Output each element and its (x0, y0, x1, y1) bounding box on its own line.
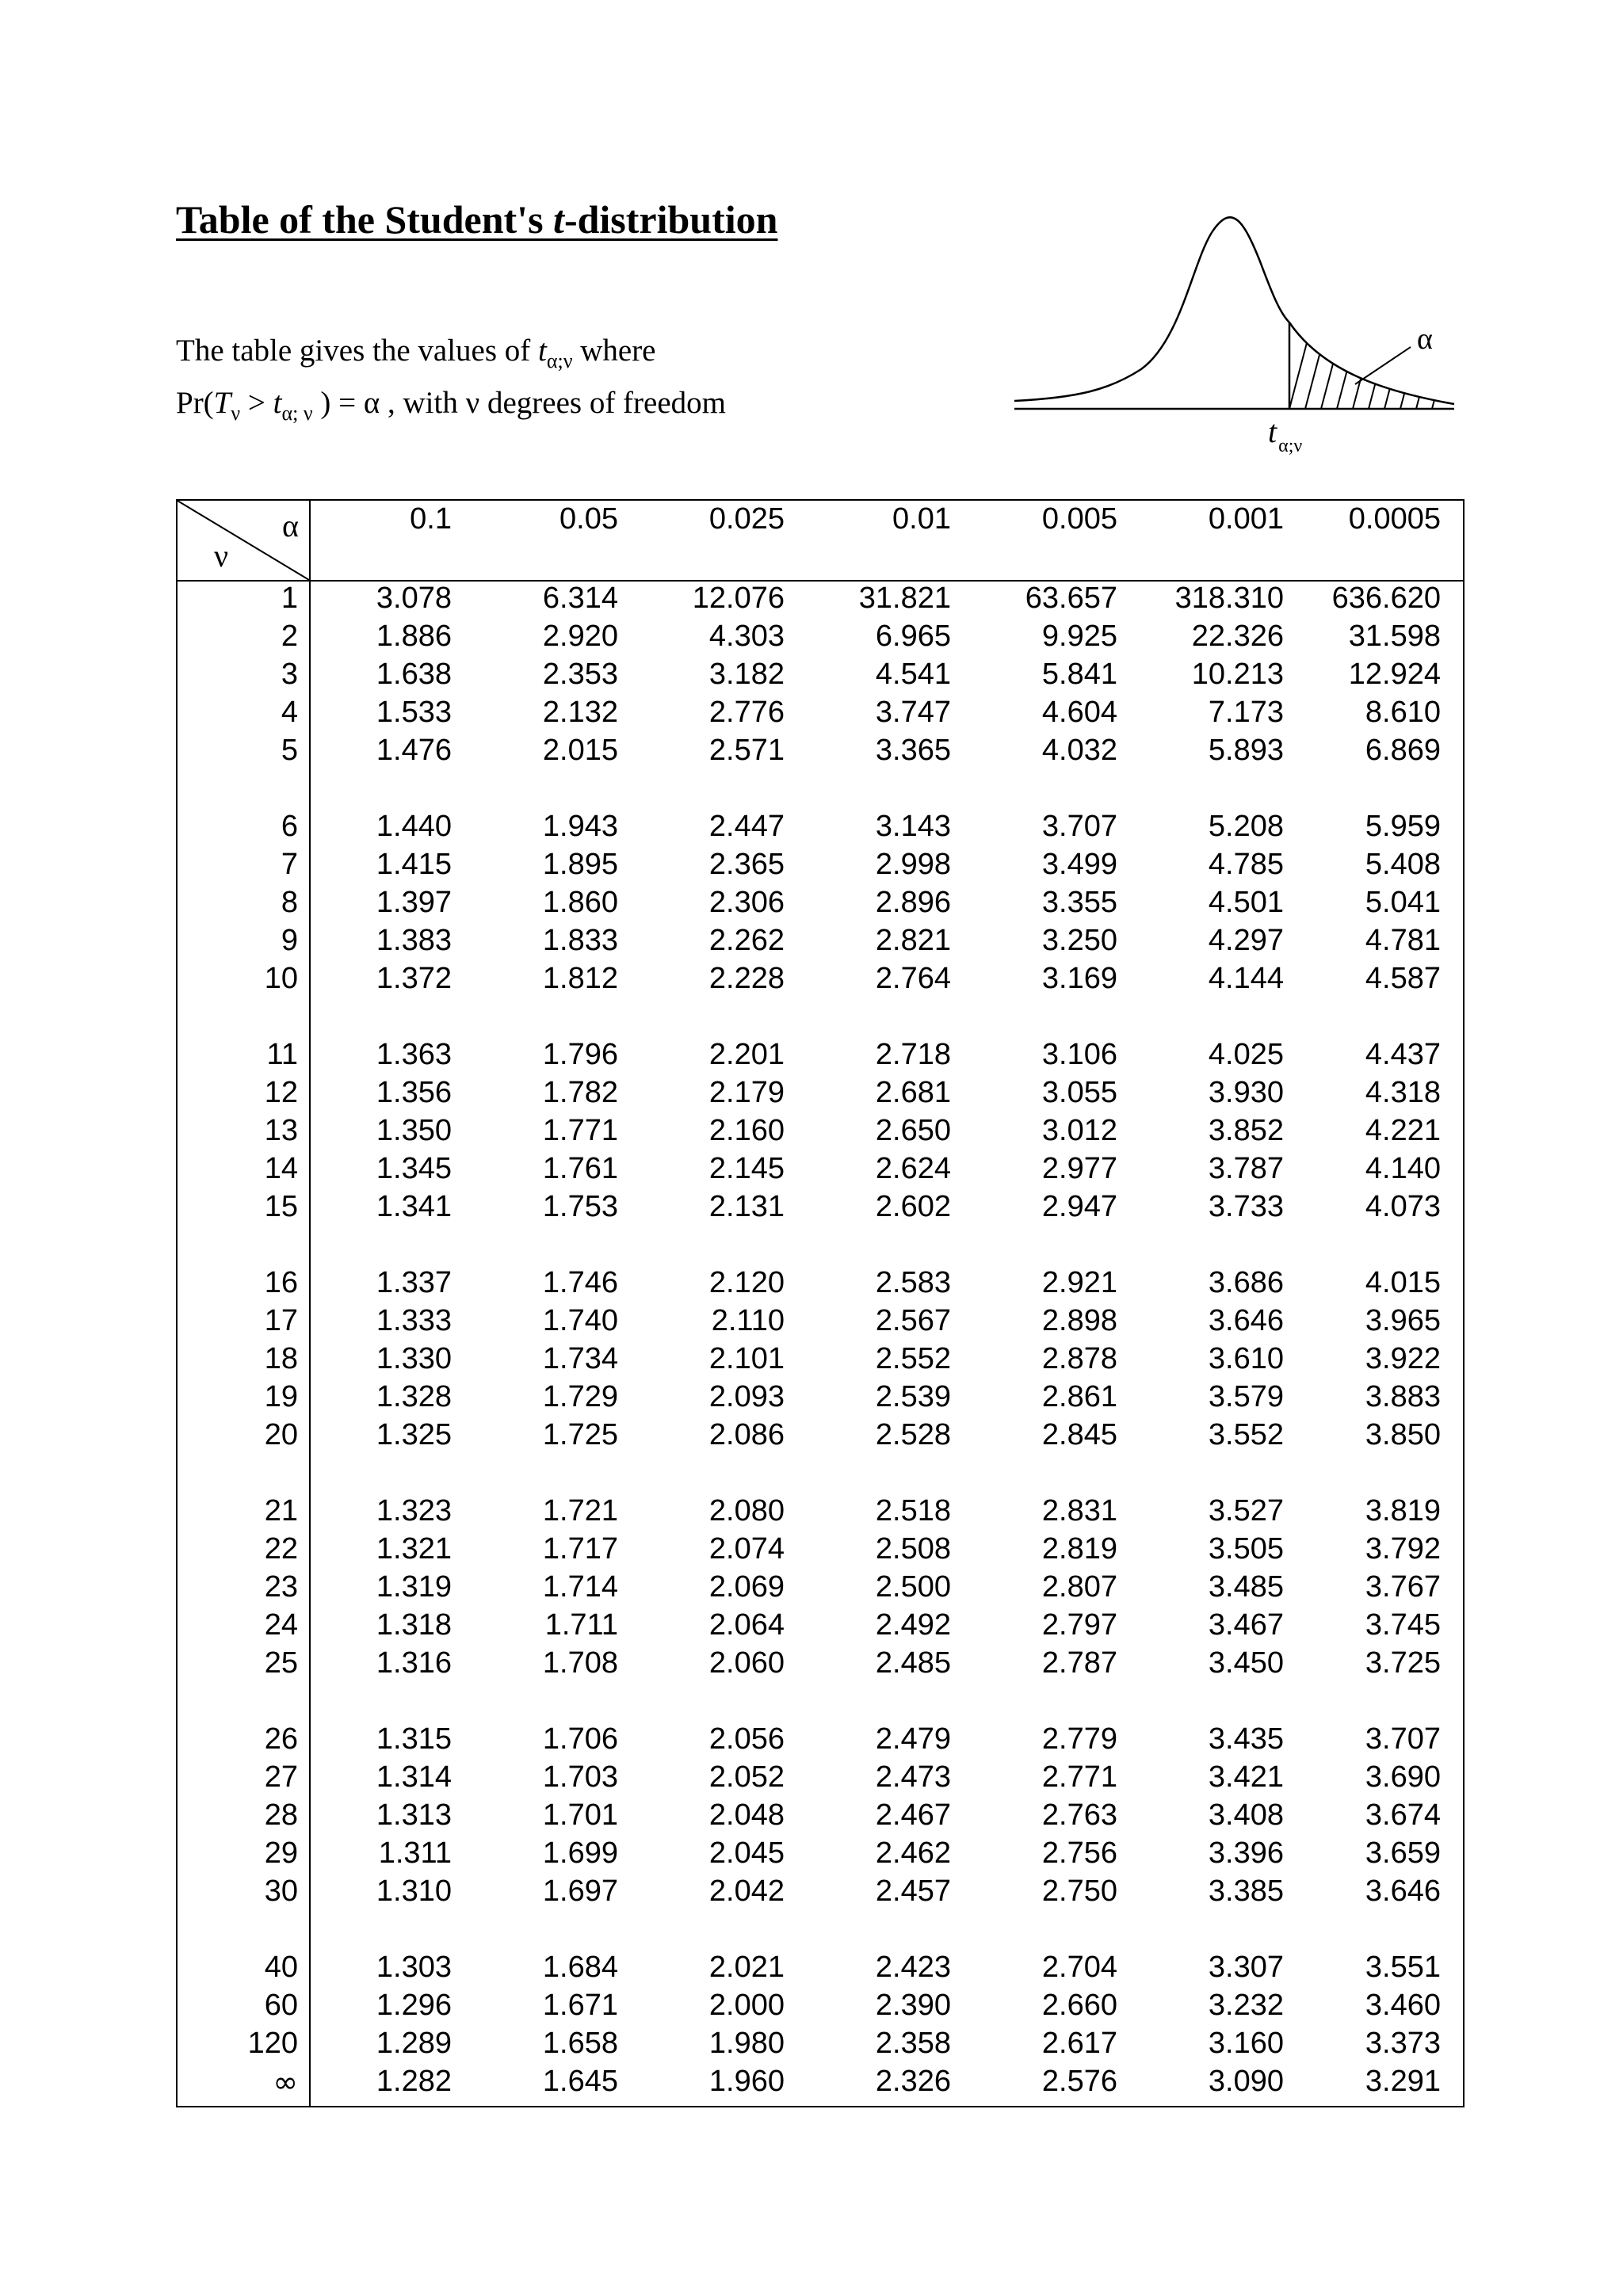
table-cell: 2.845 (1041, 1418, 1117, 1451)
table-cell: 2.080 (708, 1494, 785, 1527)
table-cell: 2.052 (708, 1760, 785, 1794)
table-cell: 2.576 (1041, 2065, 1117, 2098)
table-cell: 1.356 (376, 1076, 452, 1109)
table-cell: 3.485 (1208, 1570, 1284, 1604)
table-cell: 2.074 (708, 1532, 785, 1566)
table-cell: 1.703 (542, 1760, 618, 1794)
alpha-pointer (1355, 347, 1411, 384)
table-cell: 2.898 (1041, 1304, 1117, 1337)
table-cell: 1.886 (376, 620, 452, 653)
table-cell: 2.132 (542, 696, 618, 729)
table-cell: 9.925 (1041, 620, 1117, 653)
table-cell: 3.396 (1208, 1836, 1284, 1870)
table-cell: 3.646 (1208, 1304, 1284, 1337)
table-cell: 1.325 (376, 1418, 452, 1451)
table-cell: 3.090 (1208, 2065, 1284, 2098)
table-cell: 3.686 (1208, 1266, 1284, 1299)
table-cell: 10.213 (1191, 658, 1284, 691)
row-header-nu: 3 (281, 658, 298, 691)
table-cell: 2.681 (875, 1076, 951, 1109)
table-cell: 1.440 (376, 810, 452, 843)
table-cell: 3.965 (1365, 1304, 1441, 1337)
table-cell: 2.306 (708, 886, 785, 919)
row-header-nu: 15 (264, 1190, 298, 1223)
table-cell: 2.921 (1041, 1266, 1117, 1299)
table-cell: 1.699 (542, 1836, 618, 1870)
table-cell: 2.807 (1041, 1570, 1117, 1604)
table-cell: 2.617 (1041, 2027, 1117, 2060)
table-cell: 2.228 (708, 962, 785, 995)
table-cell: 2.624 (875, 1152, 951, 1185)
table-cell: 2.093 (708, 1380, 785, 1413)
table-cell: 2.145 (708, 1152, 785, 1185)
table-cell: 1.383 (376, 924, 452, 957)
table-cell: 2.528 (875, 1418, 951, 1451)
table-cell: 4.140 (1365, 1152, 1441, 1185)
table-cell: 1.721 (542, 1494, 618, 1527)
table-cell: 3.435 (1208, 1722, 1284, 1756)
table-cell: 1.714 (542, 1570, 618, 1604)
row-header-nu: 29 (264, 1836, 298, 1870)
table-cell: 2.064 (708, 1608, 785, 1642)
table-cell: 4.785 (1208, 848, 1284, 881)
figure-alpha-label: α (1417, 322, 1433, 356)
table-cell: 1.960 (708, 2065, 785, 2098)
table-cell: 1.337 (376, 1266, 452, 1299)
table-cell: 2.704 (1041, 1951, 1117, 1984)
table-cell: 1.350 (376, 1114, 452, 1147)
table-cell: 4.541 (875, 658, 951, 691)
table-cell: 1.943 (542, 810, 618, 843)
row-header-nu: 19 (264, 1380, 298, 1413)
table-cell: 1.638 (376, 658, 452, 691)
table-cell: 1.321 (376, 1532, 452, 1566)
table-cell: 2.819 (1041, 1532, 1117, 1566)
table-cell: 1.289 (376, 2027, 452, 2060)
table-cell: 3.307 (1208, 1951, 1284, 1984)
row-header-nu: 14 (264, 1152, 298, 1185)
table-cell: 3.922 (1365, 1342, 1441, 1375)
table-cell: 1.316 (376, 1646, 452, 1680)
row-header-nu: 16 (264, 1266, 298, 1299)
table-cell: 1.725 (542, 1418, 618, 1451)
table-cell: 8.610 (1365, 696, 1441, 729)
table-cell: 2.756 (1041, 1836, 1117, 1870)
row-header-nu: 24 (264, 1608, 298, 1642)
row-header-nu: 17 (264, 1304, 298, 1337)
table-cell: 4.604 (1041, 696, 1117, 729)
table-cell: 5.841 (1041, 658, 1117, 691)
table-cell: 2.602 (875, 1190, 951, 1223)
table-cell: 1.415 (376, 848, 452, 881)
row-header-nu: 20 (264, 1418, 298, 1451)
table-cell: 1.318 (376, 1608, 452, 1642)
table-cell: 3.505 (1208, 1532, 1284, 1566)
table-cell: 7.173 (1208, 696, 1284, 729)
table-cell: 2.518 (875, 1494, 951, 1527)
table-cell: 4.032 (1041, 734, 1117, 767)
table-cell: 318.310 (1174, 582, 1284, 615)
table-cell: 1.746 (542, 1266, 618, 1299)
row-header-nu: 30 (264, 1875, 298, 1908)
table-cell: 3.930 (1208, 1076, 1284, 1109)
table-cell: 2.479 (875, 1722, 951, 1756)
alpha-header-cell: 0.05 (559, 502, 618, 536)
table-cell: 4.303 (708, 620, 785, 653)
table-cell: 1.310 (376, 1875, 452, 1908)
table-cell: 2.423 (875, 1951, 951, 1984)
table-cell: 5.893 (1208, 734, 1284, 767)
table-cell: 3.883 (1365, 1380, 1441, 1413)
table-cell: 1.303 (376, 1951, 452, 1984)
table-cell: 2.718 (875, 1038, 951, 1071)
table-cell: 1.812 (542, 962, 618, 995)
title-t-italic: t (553, 197, 564, 242)
table-cell: 3.385 (1208, 1875, 1284, 1908)
row-header-nu: 9 (281, 924, 298, 957)
table-cell: 1.372 (376, 962, 452, 995)
table-cell: 3.745 (1365, 1608, 1441, 1642)
table-cell: 1.341 (376, 1190, 452, 1223)
table-cell: 3.850 (1365, 1418, 1441, 1451)
table-cell: 2.000 (708, 1989, 785, 2022)
table-cell: 1.740 (542, 1304, 618, 1337)
table-cell: 2.045 (708, 1836, 785, 1870)
row-header-nu: 26 (264, 1722, 298, 1756)
table-cell: 3.365 (875, 734, 951, 767)
table-cell: 2.110 (711, 1304, 785, 1337)
table-cell: 3.792 (1365, 1532, 1441, 1566)
table-cell: 3.527 (1208, 1494, 1284, 1527)
table-cell: 1.282 (376, 2065, 452, 2098)
table-cell: 3.819 (1365, 1494, 1441, 1527)
table-cell: 1.345 (376, 1152, 452, 1185)
table-cell: 12.076 (692, 582, 785, 615)
table-cell: 2.060 (708, 1646, 785, 1680)
table-cell: 4.501 (1208, 886, 1284, 919)
row-header-divider (309, 501, 311, 2106)
table-cell: 4.587 (1365, 962, 1441, 995)
table-cell: 2.861 (1041, 1380, 1117, 1413)
table-cell: 2.131 (708, 1190, 785, 1223)
table-cell: 2.552 (875, 1342, 951, 1375)
table-cell: 1.658 (542, 2027, 618, 2060)
row-header-nu: 21 (264, 1494, 298, 1527)
table-cell: 2.750 (1041, 1875, 1117, 1908)
row-header-nu: 6 (281, 810, 298, 843)
table-cell: 3.012 (1041, 1114, 1117, 1147)
table-cell: 2.763 (1041, 1798, 1117, 1832)
table-cell: 2.160 (708, 1114, 785, 1147)
row-header-nu: 40 (264, 1951, 298, 1984)
row-header-nu: 10 (264, 962, 298, 995)
table-cell: 2.508 (875, 1532, 951, 1566)
table-cell: 1.771 (542, 1114, 618, 1147)
table-cell: 5.208 (1208, 810, 1284, 843)
row-header-nu: 25 (264, 1646, 298, 1680)
table-cell: 2.776 (708, 696, 785, 729)
table-cell: 3.690 (1365, 1760, 1441, 1794)
title-text-end: -distribution (563, 197, 778, 242)
table-cell: 3.143 (875, 810, 951, 843)
table-cell: 3.291 (1365, 2065, 1441, 2098)
table-cell: 3.552 (1208, 1418, 1284, 1451)
table-cell: 1.333 (376, 1304, 452, 1337)
table-cell: 2.353 (542, 658, 618, 691)
table-cell: 1.697 (542, 1875, 618, 1908)
table-cell: 2.358 (875, 2027, 951, 2060)
alpha-header-cell: 0.01 (892, 502, 951, 536)
table-cell: 3.055 (1041, 1076, 1117, 1109)
row-header-nu: 23 (264, 1570, 298, 1604)
table-cell: 1.296 (376, 1989, 452, 2022)
table-cell: 1.860 (542, 886, 618, 919)
row-header-nu: 18 (264, 1342, 298, 1375)
table-cell: 2.764 (875, 962, 951, 995)
table-cell: 2.086 (708, 1418, 785, 1451)
row-header-nu: 60 (264, 1989, 298, 2022)
table-cell: 3.373 (1365, 2027, 1441, 2060)
row-header-nu: 5 (281, 734, 298, 767)
table-cell: 2.650 (875, 1114, 951, 1147)
table-cell: 2.056 (708, 1722, 785, 1756)
table-cell: 1.717 (542, 1532, 618, 1566)
table-cell: 2.120 (708, 1266, 785, 1299)
figure-t-label: $t_{\alpha;\nu}$ (1268, 414, 1303, 456)
table-cell: 31.821 (858, 582, 951, 615)
table-cell: 2.467 (875, 1798, 951, 1832)
table-cell: 1.706 (542, 1722, 618, 1756)
table-cell: 1.363 (376, 1038, 452, 1071)
table-cell: 2.771 (1041, 1760, 1117, 1794)
alpha-header-cell: 0.005 (1041, 502, 1117, 536)
row-header-nu: 12 (264, 1076, 298, 1109)
row-header-nu: 11 (266, 1038, 298, 1071)
row-header-nu: 7 (281, 848, 298, 881)
table-cell: 4.073 (1365, 1190, 1441, 1223)
table-cell: 2.201 (708, 1038, 785, 1071)
row-header-nu: 2 (281, 620, 298, 653)
table-cell: 3.674 (1365, 1798, 1441, 1832)
table-cell: 4.781 (1365, 924, 1441, 957)
row-header-nu: 1 (281, 582, 298, 615)
table-cell: 1.323 (376, 1494, 452, 1527)
table-cell: 4.297 (1208, 924, 1284, 957)
table-cell: 1.313 (376, 1798, 452, 1832)
table-cell: 2.473 (875, 1760, 951, 1794)
table-cell: 2.179 (708, 1076, 785, 1109)
table-cell: 2.462 (875, 1836, 951, 1870)
table-cell: 2.831 (1041, 1494, 1117, 1527)
table-cell: 4.025 (1208, 1038, 1284, 1071)
row-header-nu: ∞ (273, 2065, 298, 2100)
table-cell: 3.610 (1208, 1342, 1284, 1375)
table-cell: 5.041 (1365, 886, 1441, 919)
table-cell: 3.078 (376, 582, 452, 615)
table-cell: 1.533 (376, 696, 452, 729)
row-header-nu: 28 (264, 1798, 298, 1832)
table-cell: 63.657 (1025, 582, 1117, 615)
alpha-header-cell: 0.025 (708, 502, 785, 536)
corner-alpha-label: α (282, 508, 299, 543)
table-cell: 1.895 (542, 848, 618, 881)
table-cell: 2.457 (875, 1875, 951, 1908)
table-cell: 3.421 (1208, 1760, 1284, 1794)
table-cell: 3.450 (1208, 1646, 1284, 1680)
table-cell: 2.485 (875, 1646, 951, 1680)
table-cell: 3.707 (1365, 1722, 1441, 1756)
table-cell: 2.262 (708, 924, 785, 957)
table-cell: 2.390 (875, 1989, 951, 2022)
table-cell: 1.729 (542, 1380, 618, 1413)
table-cell: 2.326 (875, 2065, 951, 2098)
table-cell: 3.579 (1208, 1380, 1284, 1413)
table-cell: 5.408 (1365, 848, 1441, 881)
table-cell: 2.015 (542, 734, 618, 767)
alpha-header-cell: 0.001 (1208, 502, 1284, 536)
table-cell: 2.042 (708, 1875, 785, 1908)
table-cell: 3.747 (875, 696, 951, 729)
table-cell: 2.878 (1041, 1342, 1117, 1375)
table-cell: 2.896 (875, 886, 951, 919)
density-curve (1014, 217, 1454, 404)
table-cell: 3.725 (1365, 1646, 1441, 1680)
page-title (176, 196, 777, 242)
table-cell: 4.318 (1365, 1076, 1441, 1109)
table-cell: 3.787 (1208, 1152, 1284, 1185)
description-line-2: $Pr(T_\nu > t_{\alpha; \nu}$ ) = α , with ν degrees of freedom (176, 386, 726, 425)
table-cell: 6.314 (542, 582, 618, 615)
table-cell: 1.782 (542, 1076, 618, 1109)
table-cell: 2.821 (875, 924, 951, 957)
table-cell: 3.250 (1041, 924, 1117, 957)
title-text: Table of the Student's (176, 197, 554, 242)
table-cell: 2.583 (875, 1266, 951, 1299)
row-header-nu: 27 (264, 1760, 298, 1794)
table-cell: 4.437 (1365, 1038, 1441, 1071)
table-cell: 3.852 (1208, 1114, 1284, 1147)
table-cell: 1.314 (376, 1760, 452, 1794)
table-cell: 2.567 (875, 1304, 951, 1337)
table-cell: 31.598 (1348, 620, 1441, 653)
table-cell: 1.476 (376, 734, 452, 767)
table-cell: 4.015 (1365, 1266, 1441, 1299)
table-cell: 3.499 (1041, 848, 1117, 881)
t-distribution-table (176, 499, 1465, 2107)
table-cell: 3.707 (1041, 810, 1117, 843)
description-line-1: The table gives the values of $t_{\alpha;\nu}$ where (176, 334, 656, 372)
table-cell: 2.048 (708, 1798, 785, 1832)
row-header-nu: 4 (281, 696, 298, 729)
table-cell: 2.977 (1041, 1152, 1117, 1185)
table-cell: 3.232 (1208, 1989, 1284, 2022)
table-cell: 1.315 (376, 1722, 452, 1756)
table-cell: 1.701 (542, 1798, 618, 1832)
table-cell: 1.734 (542, 1342, 618, 1375)
table-cell: 2.069 (708, 1570, 785, 1604)
table-cell: 1.684 (542, 1951, 618, 1984)
table-cell: 3.646 (1365, 1875, 1441, 1908)
table-cell: 2.571 (708, 734, 785, 767)
table-cell: 2.660 (1041, 1989, 1117, 2022)
table-cell: 22.326 (1191, 620, 1284, 653)
table-cell: 2.101 (708, 1342, 785, 1375)
table-cell: 5.959 (1365, 810, 1441, 843)
table-cell: 3.182 (708, 658, 785, 691)
table-cell: 1.761 (542, 1152, 618, 1185)
table-cell: 3.355 (1041, 886, 1117, 919)
alpha-header-cell: 0.0005 (1348, 502, 1441, 536)
table-cell: 1.328 (376, 1380, 452, 1413)
table-cell: 6.869 (1365, 734, 1441, 767)
table-cell: 1.980 (708, 2027, 785, 2060)
table-cell: 3.169 (1041, 962, 1117, 995)
row-header-nu: 8 (281, 886, 298, 919)
table-cell: 3.659 (1365, 1836, 1441, 1870)
t-distribution-curve-figure (1006, 214, 1482, 467)
table-cell: 3.551 (1365, 1951, 1441, 1984)
corner-nu-label: ν (214, 538, 229, 574)
table-cell: 12.924 (1348, 658, 1441, 691)
table-cell: 3.408 (1208, 1798, 1284, 1832)
table-cell: 3.160 (1208, 2027, 1284, 2060)
table-cell: 2.447 (708, 810, 785, 843)
row-header-nu: 120 (247, 2027, 298, 2060)
table-cell: 2.500 (875, 1570, 951, 1604)
table-cell: 2.539 (875, 1380, 951, 1413)
alpha-header-cell: 0.1 (410, 502, 452, 536)
table-cell: 3.733 (1208, 1190, 1284, 1223)
table-cell: 2.797 (1041, 1608, 1117, 1642)
table-cell: 4.221 (1365, 1114, 1441, 1147)
table-cell: 3.467 (1208, 1608, 1284, 1642)
row-header-nu: 22 (264, 1532, 298, 1566)
table-cell: 1.711 (544, 1608, 618, 1642)
table-cell: 1.311 (378, 1836, 452, 1870)
table-cell: 636.620 (1331, 582, 1441, 615)
table-cell: 1.753 (542, 1190, 618, 1223)
table-cell: 1.319 (376, 1570, 452, 1604)
table-cell: 2.920 (542, 620, 618, 653)
table-cell: 2.779 (1041, 1722, 1117, 1756)
table-cell: 4.144 (1208, 962, 1284, 995)
table-cell: 3.460 (1365, 1989, 1441, 2022)
table-cell: 2.787 (1041, 1646, 1117, 1680)
table-cell: 1.708 (542, 1646, 618, 1680)
table-cell: 1.833 (542, 924, 618, 957)
row-header-nu: 13 (264, 1114, 298, 1147)
table-cell: 1.671 (542, 1989, 618, 2022)
table-cell: 1.330 (376, 1342, 452, 1375)
table-cell: 3.767 (1365, 1570, 1441, 1604)
table-cell: 1.397 (376, 886, 452, 919)
table-cell: 3.106 (1041, 1038, 1117, 1071)
table-cell: 2.492 (875, 1608, 951, 1642)
table-cell: 1.796 (542, 1038, 618, 1071)
table-cell: 1.645 (542, 2065, 618, 2098)
table-cell: 6.965 (875, 620, 951, 653)
table-cell: 2.998 (875, 848, 951, 881)
table-cell: 2.021 (708, 1951, 785, 1984)
table-cell: 2.365 (708, 848, 785, 881)
table-cell: 2.947 (1041, 1190, 1117, 1223)
